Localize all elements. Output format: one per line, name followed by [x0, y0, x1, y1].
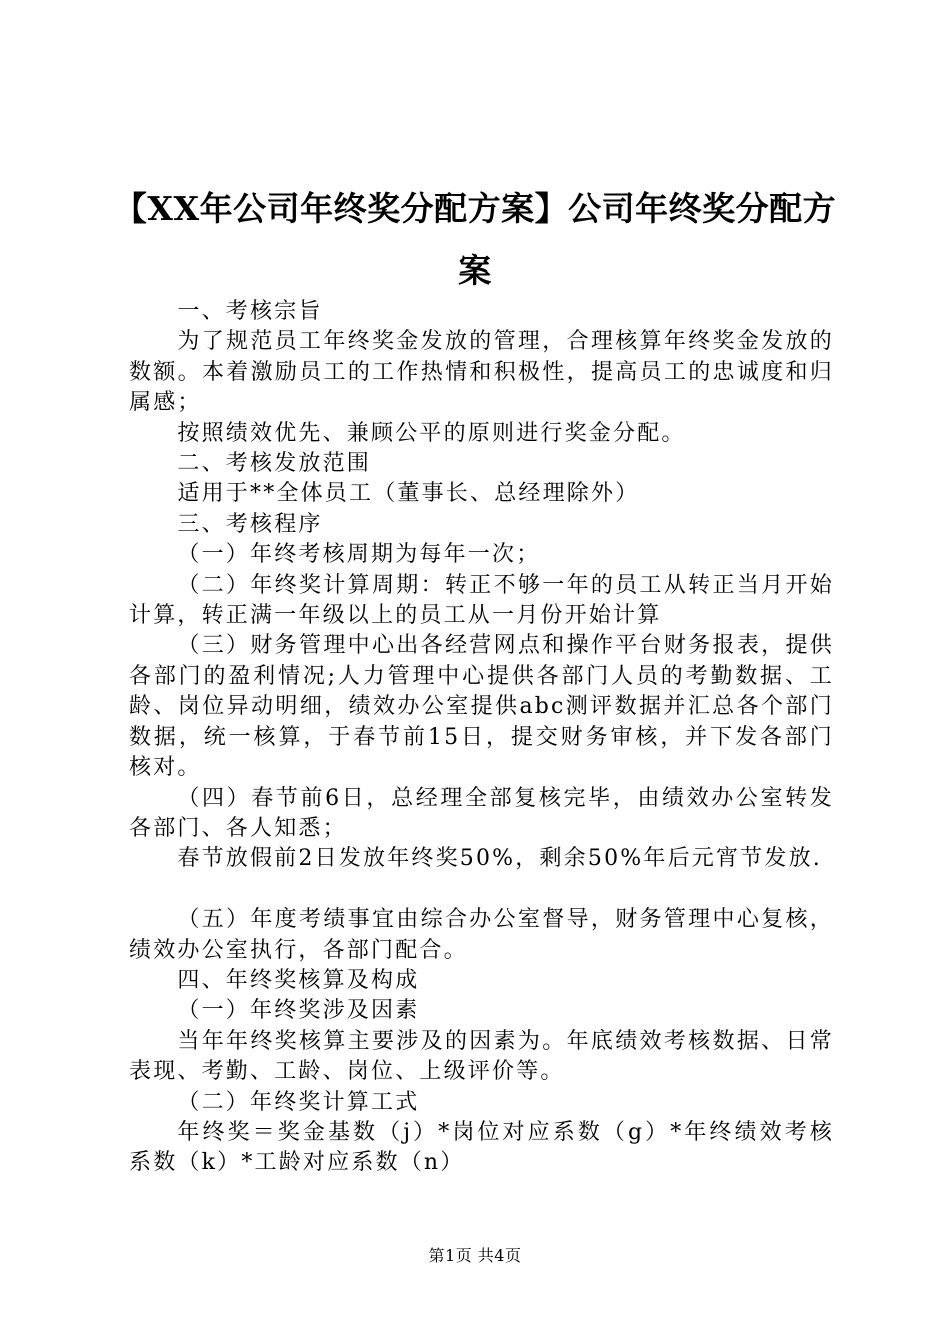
paragraph: （三）财务管理中心出各经营网点和操作平台财务报表，提供各部门的盈利情况;人力管理中心提供各部门人员的考勤数据、工龄、岗位异动明细，绩效办公室提供abc测评数据并汇总各个部门数据，统一核算，于春节前15日，提交财务审核，并下发各部门核对。 [129, 633, 834, 781]
paragraph: （二）年终奖计算工式 [177, 1089, 420, 1115]
paragraph: （二）年终奖计算周期：转正不够一年的员工从转正当月开始计算，转正满一年级以上的员工从一月份开始计算 [129, 572, 834, 629]
section-heading: 三、考核程序 [177, 511, 323, 537]
document-title: 【XX年公司年终奖分配方案】公司年终奖分配方案 [113, 189, 837, 290]
paragraph: 为了规范员工年终奖金发放的管理，合理核算年终奖金发放的数额。本着激励员工的工作热情和积极性，提高员工的忠诚度和归属感； [129, 329, 834, 416]
paragraph: 按照绩效优先、兼顾公平的原则进行奖金分配。 [177, 420, 686, 446]
paragraph: （五）年度考绩事宜由综合办公室督导，财务管理中心复核，绩效办公室执行，各部门配合。 [129, 907, 834, 963]
document-body [129, 297, 834, 1179]
paragraph: 当年年终奖核算主要涉及的因素为。年底绩效考核数据、日常表现、考勤、工龄、岗位、上级评价等。 [129, 1028, 834, 1085]
paragraph: （一）年终奖涉及因素 [177, 998, 420, 1024]
paragraph: 适用于**全体员工（董事长、总经理除外） [177, 481, 640, 507]
section-heading: 二、考核发放范围 [177, 451, 371, 477]
section-heading: 一、考核宗旨 [177, 299, 323, 324]
paragraph: 春节放假前2日发放年终奖50%，剩余50%年后元宵节发放. [177, 846, 822, 872]
page-number: 第1页 共4页 [428, 1246, 522, 1265]
blank-line [129, 875, 834, 905]
paragraph: 年终奖＝奖金基数（j）*岗位对应系数（g）*年终绩效考核系数（k）*工龄对应系数（n） [129, 1119, 834, 1176]
paragraph: （一）年终考核周期为每年一次； [177, 542, 541, 568]
paragraph: （四）春节前6日，总经理全部复核完毕，由绩效办公室转发各部门、各人知悉； [129, 785, 834, 841]
section-heading: 四、年终奖核算及构成 [177, 967, 420, 993]
